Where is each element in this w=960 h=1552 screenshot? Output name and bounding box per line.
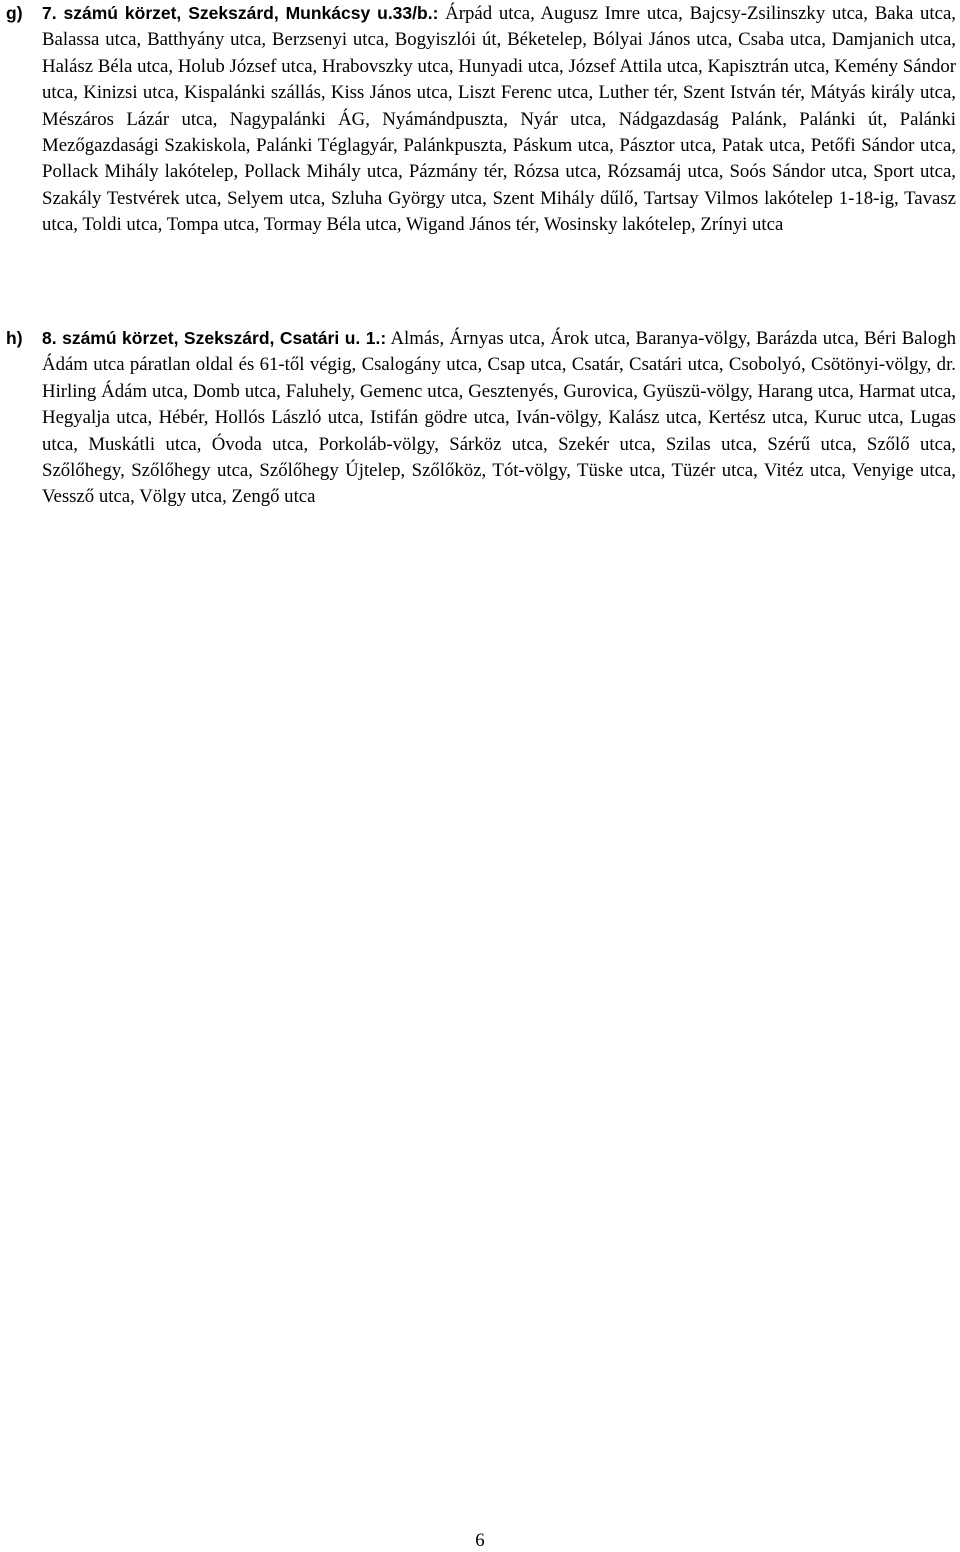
section-heading: 8. számú körzet, Szekszárd, Csatári u. 1.:	[42, 328, 387, 348]
street-list: Almás, Árnyas utca, Árok utca, Baranya-völgy, Barázda utca, Béri Balogh Ádám utca páratlan oldal és 61-től végig, Csalogány utca, Csap utca, Csatár, Csatári utca, Csobolyó, Csötönyi-völgy, dr. Hirling Ádám utca, Domb utca, Faluhely, Gemenc utca, Gesztenyés, Gurovica, Gyüszü-völgy, Harang utca, Harmat utca, Hegyalja utca, Hébér, Hollós László utca, Istifán gödre utca, Iván-völgy, Kalász utca, Kertész utca, Kuruc utca, Lugas utca, Muskátli utca, Óvoda utca, Porkoláb-völgy, Sárköz utca, Szekér utca, Szilas utca, Szérű utca, Szőlő utca, Szőlőhegy, Szőlőhegy utca, Szőlőhegy Újtelep, Szőlőköz, Tót-völgy, Tüske utca, Tüzér utca, Vitéz utca, Venyige utca, Vessző utca, Völgy utca, Zengő utca	[42, 328, 956, 508]
district-section-h	[6, 325, 956, 511]
section-body	[42, 325, 956, 511]
section-marker: h)	[6, 328, 23, 348]
district-section-g	[6, 0, 956, 239]
street-list: Árpád utca, Augusz Imre utca, Bajcsy-Zsilinszky utca, Baka utca, Balassa utca, Batthyány utca, Berzsenyi utca, Bogyiszlói út, Béketelep, Bólyai János utca, Csaba utca, Damjanich utca, Halász Béla utca, Holub József utca, Hrabovszky utca, Hunyadi utca, József Attila utca, Kapisztrán utca, Kemény Sándor utca, Kinizsi utca, Kispalánki szállás, Kiss János utca, Liszt Ferenc utca, Luther tér, Szent István tér, Mátyás király utca, Mészáros Lázár utca, Nagypalánki ÁG, Nyámándpuszta, Nyár utca, Nádgazdaság Palánk, Palánki út, Palánki Mezőgazdasági Szakiskola, Palánki Téglagyár, Palánkpuszta, Páskum utca, Pásztor utca, Patak utca, Petőfi Sándor utca, Pollack Mihály lakótelep, Pollack Mihály utca, Pázmány tér, Rózsa utca, Rózsamáj utca, Soós Sándor utca, Sport utca, Szakály Testvérek utca, Selyem utca, Szluha György utca, Szent Mihály dűlő, Tartsay Vilmos lakótelep 1-18-ig, Tavasz utca, Toldi utca, Tompa utca, Tormay Béla utca, Wigand János tér, Wosinsky lakótelep, Zrínyi utca	[42, 3, 957, 236]
section-body	[42, 0, 956, 239]
page-number: 6	[475, 1530, 485, 1551]
section-heading: 7. számú körzet, Szekszárd, Munkácsy u.33/b.:	[42, 3, 439, 23]
section-marker: g)	[6, 3, 23, 23]
